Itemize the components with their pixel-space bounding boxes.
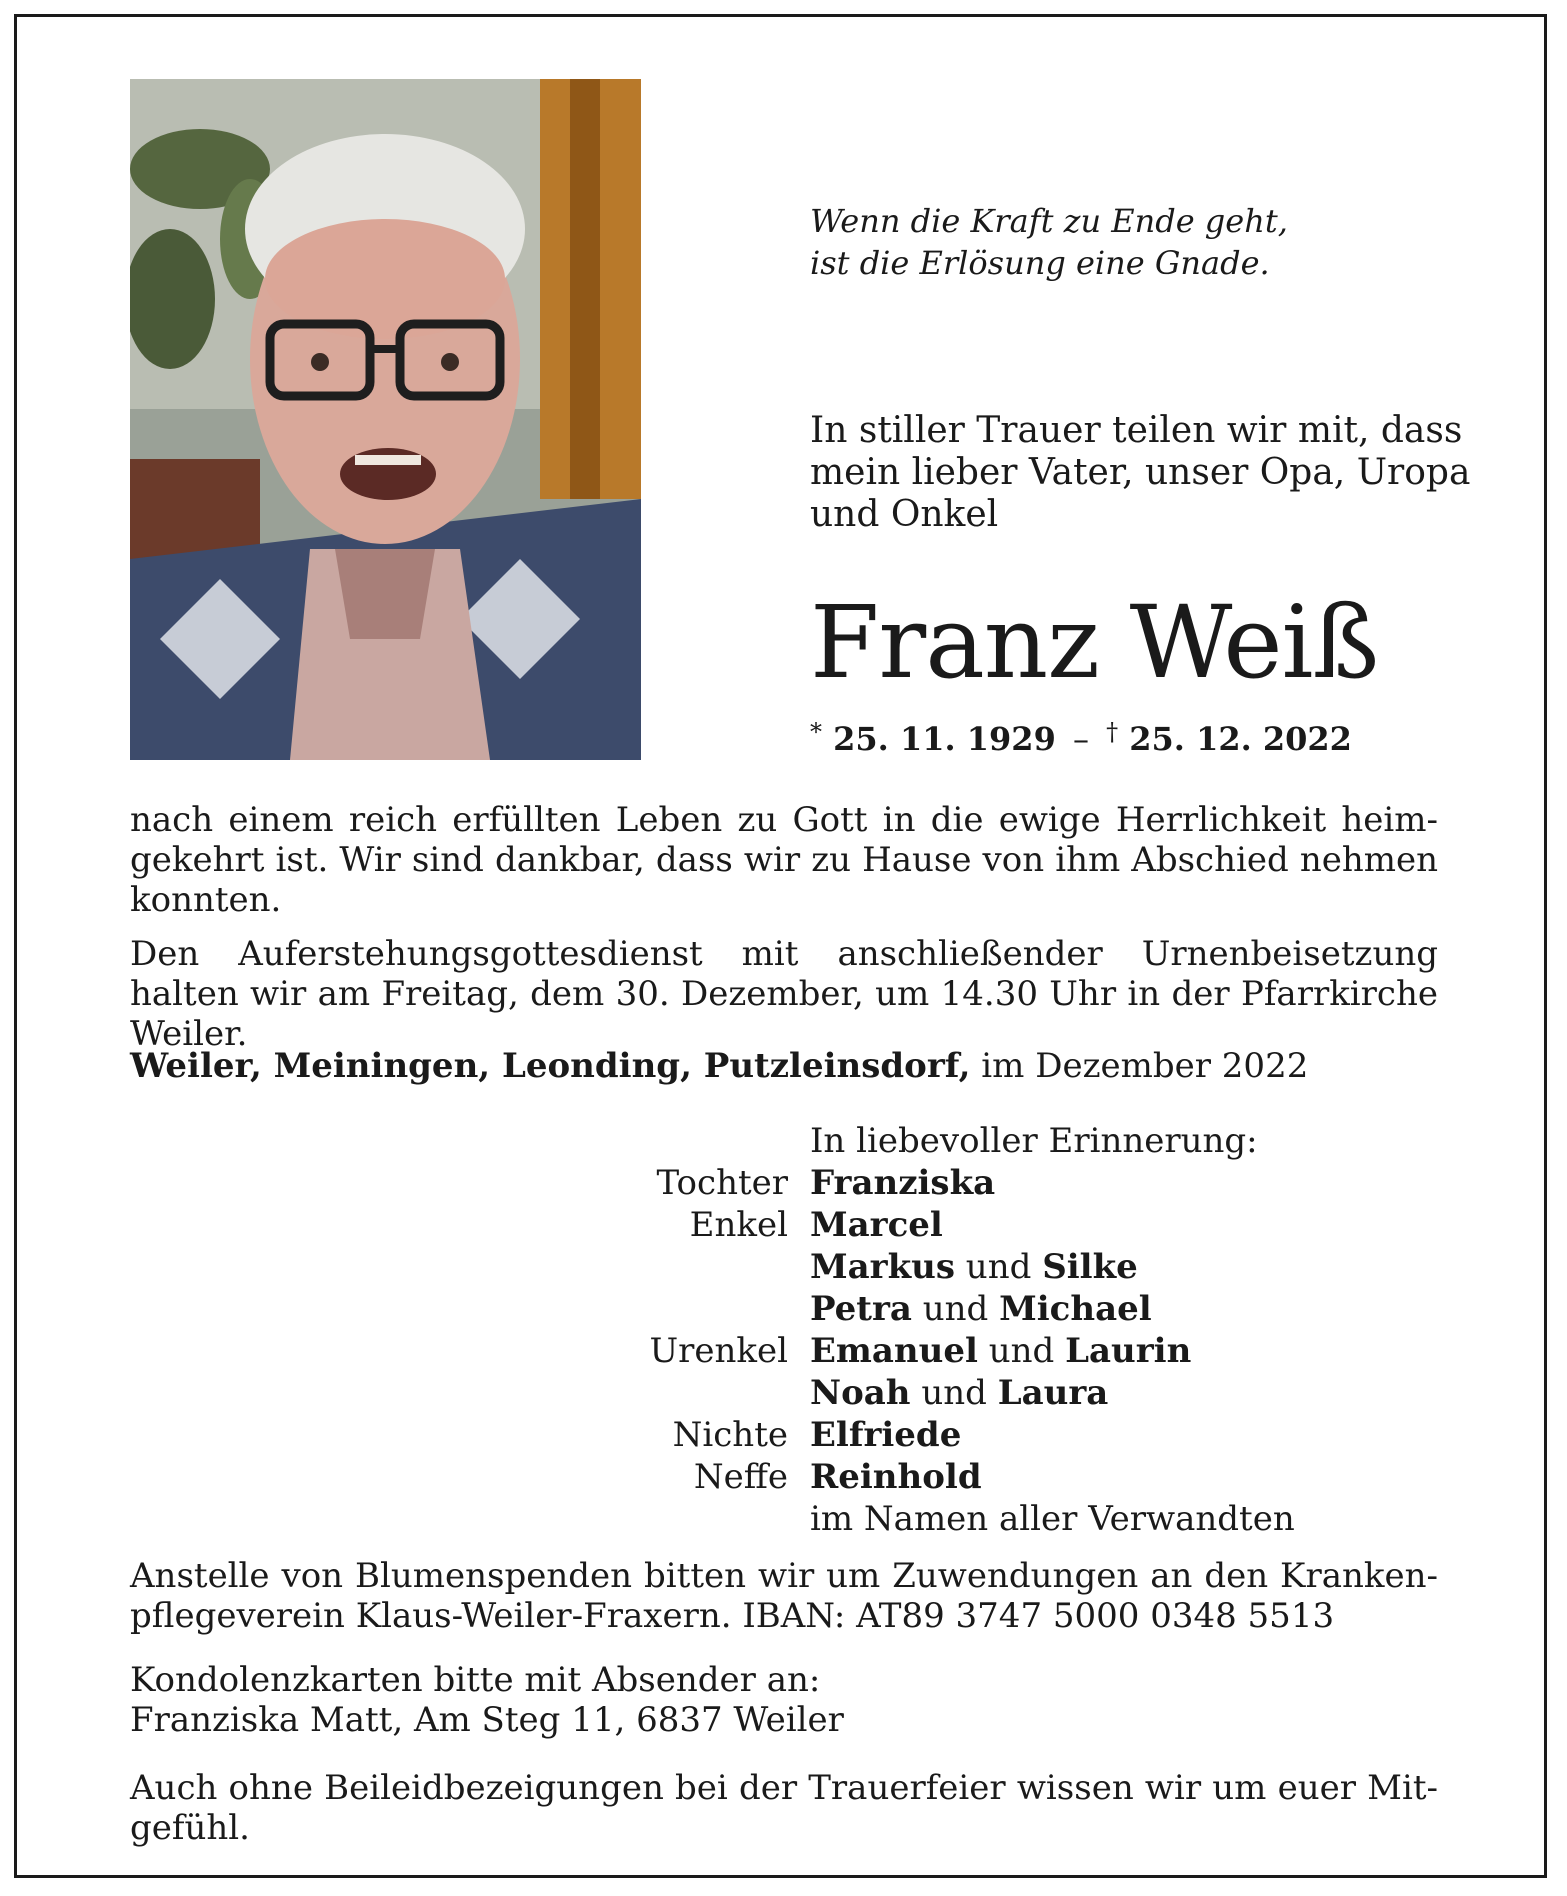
family-names <box>810 1288 1152 1330</box>
family-member-name: Michael <box>999 1289 1152 1329</box>
family-names <box>810 1204 943 1246</box>
death-symbol: † <box>1106 718 1119 746</box>
family-conjunction: und <box>977 1331 1066 1371</box>
life-dates <box>810 712 1352 759</box>
family-member-name: Laurin <box>1065 1331 1192 1371</box>
family-row <box>580 1204 1295 1246</box>
places-bold: Weiler, Meiningen, Leonding, Putzleinsdorf, <box>130 1046 971 1086</box>
family-closing: im Namen aller Verwandten <box>810 1499 1295 1539</box>
paragraph-donations: Anstelle von Blumenspenden bitten wir um Zuwendungen an den Krankenpflegeverein Klaus-Weiler-Fraxern. IBAN: AT89 3747 5000 0348 5513 <box>130 1556 1438 1636</box>
family-role <box>580 1246 788 1288</box>
motto-line-1: Wenn die Kraft zu Ende geht, <box>810 202 1288 240</box>
family-role: Tochter <box>656 1163 788 1203</box>
family-member-name: Elfriede <box>810 1415 962 1455</box>
family-names <box>810 1246 1138 1288</box>
family-role: Neffe <box>693 1457 788 1497</box>
family-rows <box>580 1162 1295 1498</box>
birth-symbol: * <box>810 718 822 746</box>
deceased-name: Franz Weiß <box>810 584 1379 701</box>
family-member-name: Laura <box>997 1373 1109 1413</box>
family-member-name: Markus <box>810 1247 955 1287</box>
date-separator: – <box>1072 720 1089 758</box>
family-names <box>810 1372 1108 1414</box>
family-member-name: Petra <box>810 1289 912 1329</box>
family-conjunction: und <box>910 1373 998 1413</box>
family-role: Urenkel <box>649 1331 788 1371</box>
family-row <box>580 1372 1295 1414</box>
places-line <box>130 1046 1438 1086</box>
family-row <box>580 1162 1295 1204</box>
family-member-name: Franziska <box>810 1163 996 1203</box>
family-list <box>580 1120 1295 1540</box>
family-names <box>810 1414 961 1456</box>
family-member-name: Emanuel <box>810 1331 978 1371</box>
portrait-illustration <box>130 79 641 760</box>
family-names <box>810 1456 982 1498</box>
family-intro: In liebevoller Erinnerung: <box>810 1121 1258 1161</box>
family-role: Nichte <box>672 1415 788 1455</box>
family-row <box>580 1246 1295 1288</box>
family-row <box>580 1414 1295 1456</box>
family-names <box>810 1330 1191 1372</box>
death-date: 25. 12. 2022 <box>1129 720 1352 758</box>
paragraph-closing: Auch ohne Beileidbezeigungen bei der Trauerfeier wissen wir um euer Mitgefühl. <box>130 1768 1438 1848</box>
places-date: im Dezember 2022 <box>970 1046 1309 1086</box>
announcement-intro: In stiller Trauer teilen wir mit, dass mein lieber Vater, unser Opa, Uropa und Onkel <box>810 410 1471 535</box>
family-row <box>580 1330 1295 1372</box>
paragraph-service: Den Auferstehungsgottesdienst mit anschließender Urnenbeisetzung halten wir am Freitag, dem 30. Dezember, um 14.30 Uhr in der Pfarrkirche Weiler. <box>130 934 1438 1054</box>
portrait-photo <box>130 79 641 760</box>
motto <box>810 200 1288 284</box>
birth-date: 25. 11. 1929 <box>833 720 1056 758</box>
family-member-name: Reinhold <box>810 1457 982 1497</box>
family-role <box>580 1288 788 1330</box>
paragraph-return-home: nach einem reich erfüllten Leben zu Gott in die ewige Herrlichkeit heimgekehrt ist. Wir sind dankbar, dass wir zu Hause von ihm Abschied nehmen konnten. <box>130 800 1438 920</box>
family-row <box>580 1456 1295 1498</box>
family-conjunction: und <box>911 1289 1000 1329</box>
motto-line-2: ist die Erlösung eine Gnade. <box>810 244 1270 282</box>
family-role <box>580 1372 788 1414</box>
paragraph-condolence-address: Kondolenzkarten bitte mit Absender an: Franziska Matt, Am Steg 11, 6837 Weiler <box>130 1660 844 1740</box>
family-row <box>580 1288 1295 1330</box>
family-member-name: Silke <box>1042 1247 1138 1287</box>
family-member-name: Noah <box>810 1373 911 1413</box>
family-member-name: Marcel <box>810 1205 943 1245</box>
family-conjunction: und <box>955 1247 1043 1287</box>
family-role: Enkel <box>689 1205 788 1245</box>
family-names <box>810 1162 995 1204</box>
